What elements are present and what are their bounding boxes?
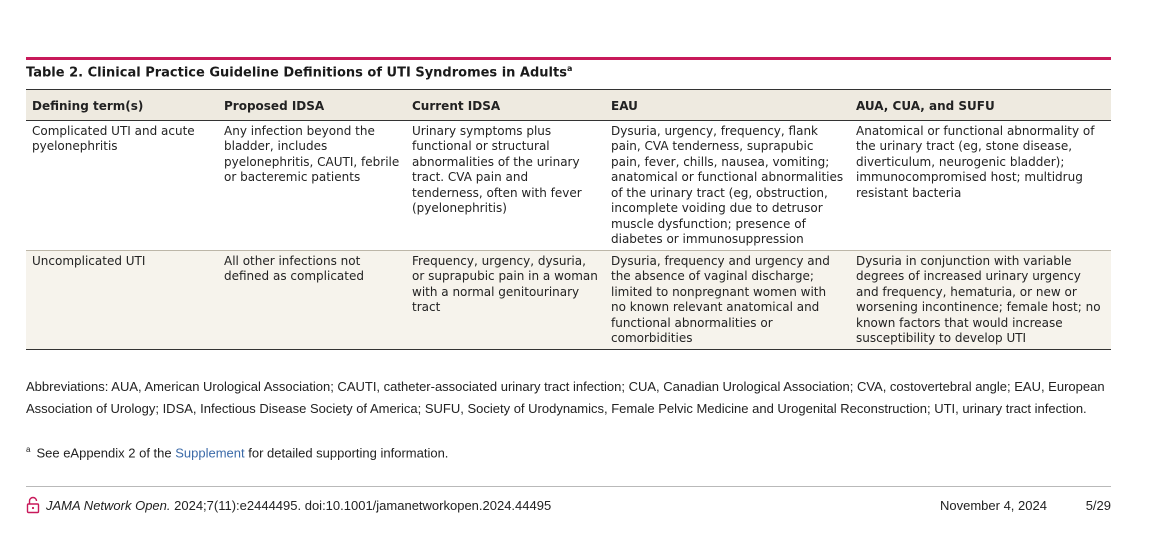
cell-defining-term: Complicated UTI and acute pyelonephritis: [26, 120, 218, 250]
footnote-text-before: See eAppendix 2 of the: [36, 445, 176, 461]
footnote-text-after: for detailed supporting information.: [244, 445, 449, 461]
cell-current-idsa: Urinary symptoms plus functional or structural abnormalities of the urinary tract. CVA pain and tenderness, often with fever (pyelonephritis): [406, 120, 605, 250]
footnote-marker: a: [26, 445, 31, 454]
table-row-complicated-uti: [26, 120, 1111, 250]
open-access-lock-icon: [26, 496, 40, 517]
table-footnote: [26, 445, 1111, 460]
supplement-link[interactable]: Supplement: [175, 445, 245, 461]
cell-aua-cua-sufu: Anatomical or functional abnormality of the urinary tract (eg, stone disease, diverticulum, neurogenic bladder); immunocompromised host; multidrug resistant bacteria: [850, 120, 1111, 250]
table-row-uncomplicated-uti: [26, 250, 1111, 349]
column-header-eau: EAU: [605, 90, 850, 121]
cell-current-idsa: Frequency, urgency, dysuria, or suprapubic pain in a woman with a normal genitourinary tract: [406, 250, 605, 349]
publication-date: November 4, 2024: [940, 498, 1047, 513]
page-number: 5/29: [1085, 498, 1111, 513]
column-header-defining-term: Defining term(s): [26, 90, 218, 121]
cell-proposed-idsa: All other infections not defined as complicated: [218, 250, 406, 349]
cell-proposed-idsa: Any infection beyond the bladder, includes pyelonephritis, CAUTI, febrile or bacteremic patients: [218, 120, 406, 250]
table-title: Table 2. Clinical Practice Guideline Definitions of UTI Syndromes in Adults$^a$: [26, 64, 573, 81]
guideline-definitions-table: [26, 89, 1111, 350]
column-header-aua-cua-sufu: AUA, CUA, and SUFU: [850, 90, 1111, 121]
journal-citation: [46, 498, 551, 513]
column-header-current-idsa: Current IDSA: [406, 90, 605, 121]
cell-eau: Dysuria, urgency, frequency, flank pain, CVA tenderness, suprapubic pain, fever, chills, nausea, vomiting; anatomical or functional abnormalities of the urinary tract (eg, obstruction, incomplete voiding due to detrusor muscle dysfunction; presence of diabetes or immunosuppression: [605, 120, 850, 250]
abbreviations-note: Abbreviations: AUA, American Urological Association; CAUTI, catheter-associated urinary tract infection; CUA, Canadian Urological Association; CVA, costovertebral angle; EAU, European Association of Urology; IDSA, Infectious Disease Society of America; SUFU, Society of Urodynamics, Female Pelvic Medicine and Urogenital Reconstruction; UTI, urinary tract infection.: [26, 379, 1105, 416]
cell-aua-cua-sufu: Dysuria in conjunction with variable degrees of increased urinary urgency and frequency, hematuria, or new or worsening incontinence; female host; no known factors that would increase susceptibility to develop UTI: [850, 250, 1111, 349]
cell-eau: Dysuria, frequency and urgency and the absence of vaginal discharge; limited to nonpregnant women with no known relevant anatomical and functional abnormalities or comorbidities: [605, 250, 850, 349]
column-header-proposed-idsa: Proposed IDSA: [218, 90, 406, 121]
footer-divider: [26, 486, 1111, 487]
citation-details: 2024;7(11):e2444495. doi:10.1001/jamanetworkopen.2024.44495: [170, 498, 552, 513]
table-title-footnote-marker: a: [566, 64, 573, 73]
top-accent-rule: [26, 57, 1111, 60]
page-footer: [26, 496, 1111, 516]
journal-name: JAMA Network Open.: [46, 498, 171, 513]
table-header-row: [26, 90, 1111, 121]
cell-defining-term: Uncomplicated UTI: [26, 250, 218, 349]
